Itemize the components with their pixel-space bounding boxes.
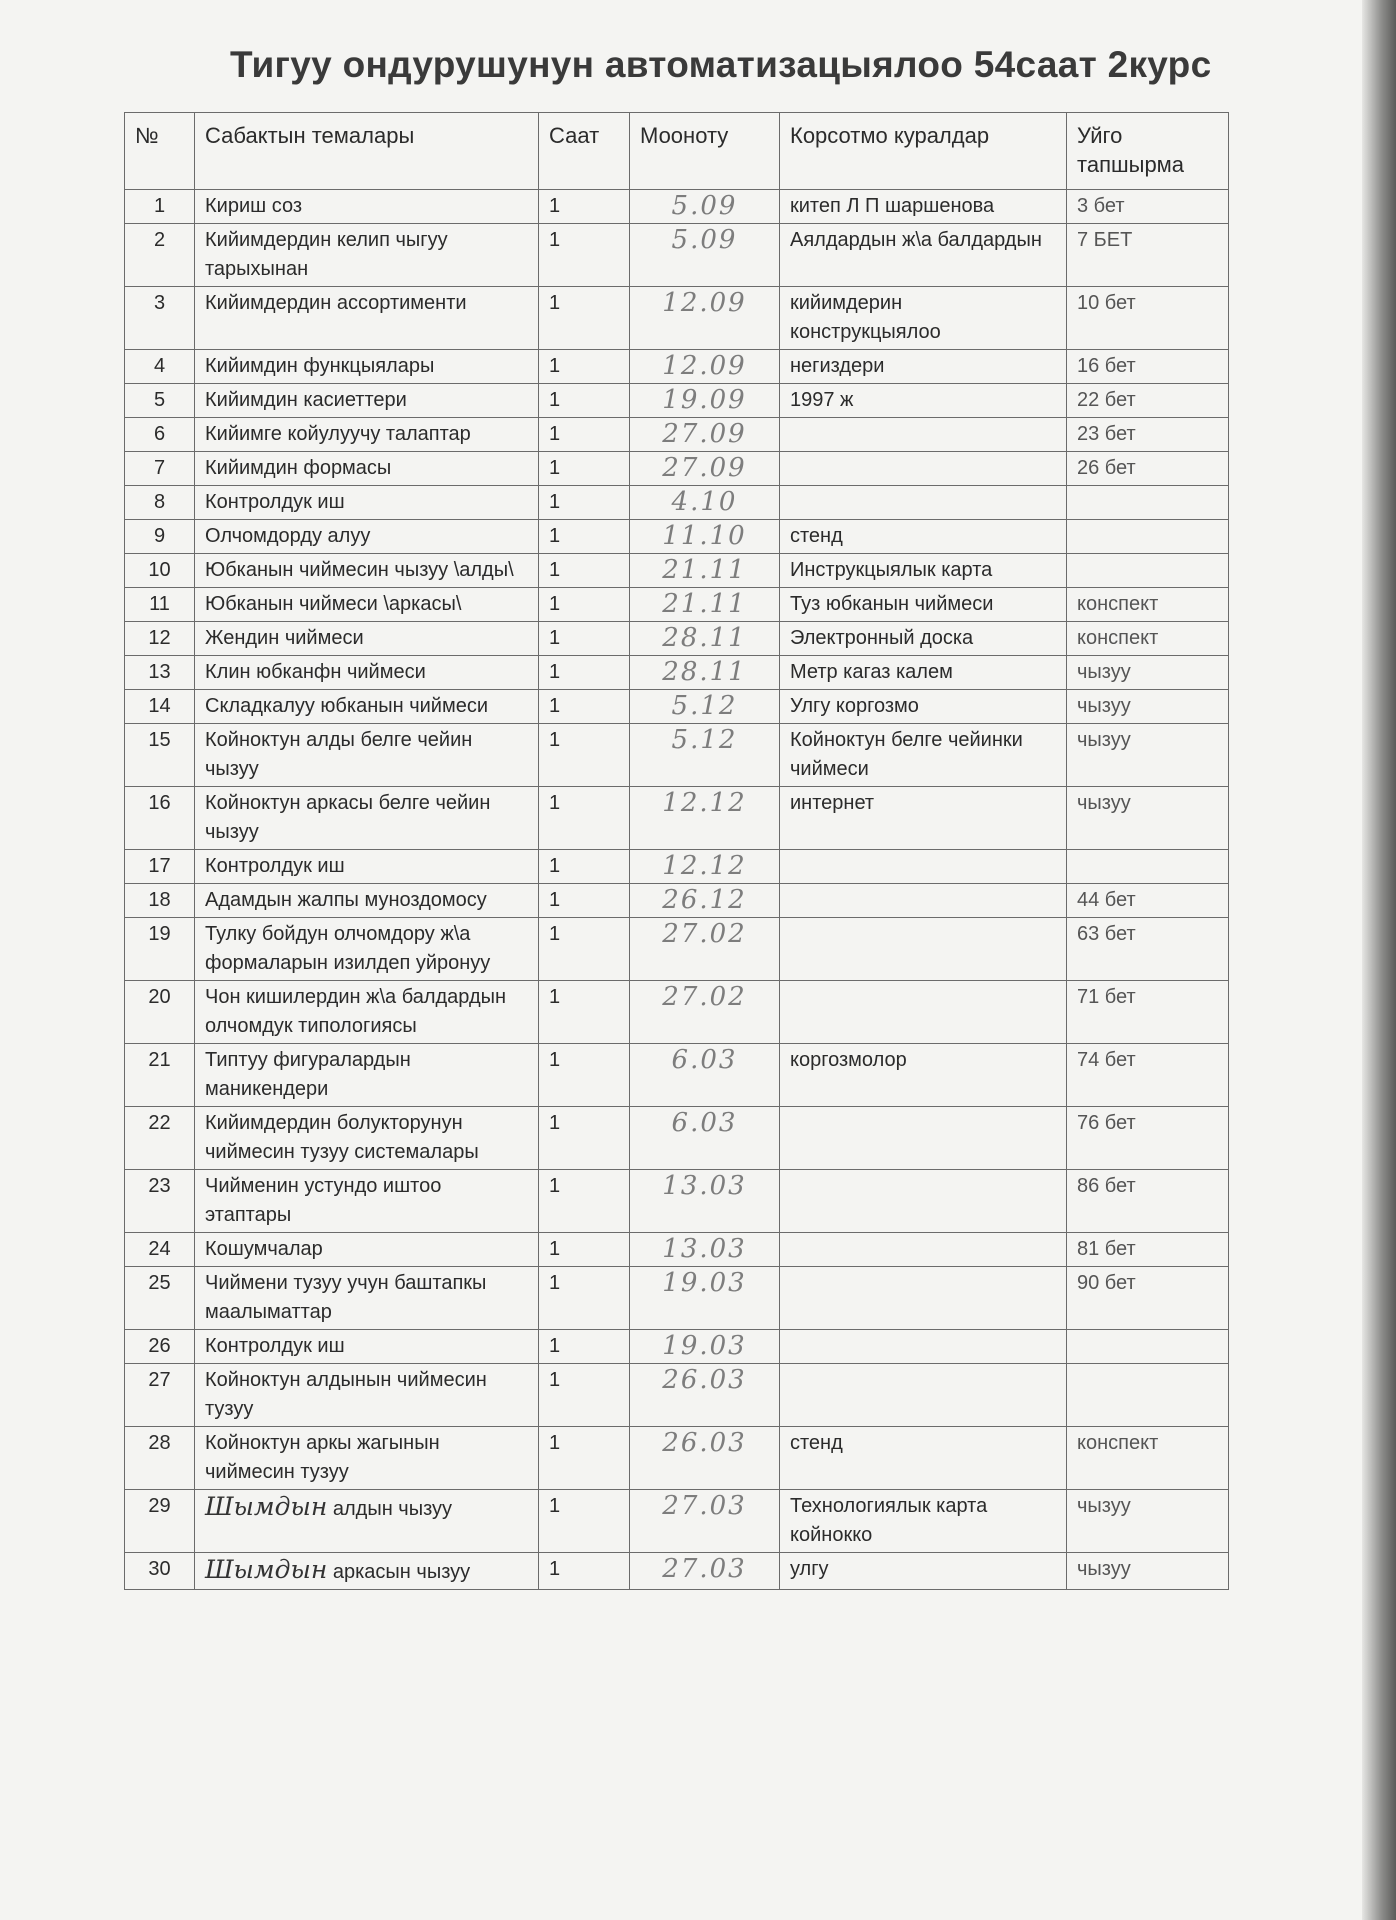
table-row: [125, 981, 1229, 1044]
row-topic: Чиймени тузуу учун баштапкы маалыматтар: [195, 1267, 539, 1330]
row-tools: кийимдерин конструкцыялоо: [780, 287, 1067, 350]
row-number: 26: [125, 1330, 195, 1364]
table-row: [125, 724, 1229, 787]
table-row: [125, 287, 1229, 350]
row-hours: 1: [539, 1170, 630, 1233]
row-hours: 1: [539, 1553, 630, 1590]
row-topic: Кийимге койулуучу талаптар: [195, 418, 539, 452]
row-date: 26.03: [630, 1427, 780, 1490]
row-topic: Адамдын жалпы муноздомосу: [195, 884, 539, 918]
row-tools: [780, 850, 1067, 884]
row-number: 14: [125, 690, 195, 724]
table-row: [125, 418, 1229, 452]
row-number: 12: [125, 622, 195, 656]
row-number: 4: [125, 350, 195, 384]
row-date: 28.11: [630, 622, 780, 656]
row-hours: 1: [539, 622, 630, 656]
row-topic: Контролдук иш: [195, 486, 539, 520]
row-number: 15: [125, 724, 195, 787]
row-topic: Складкалуу юбканын чиймеси: [195, 690, 539, 724]
row-date: 5.09: [630, 190, 780, 224]
table-row: [125, 787, 1229, 850]
row-homework: 74 бет: [1067, 1044, 1229, 1107]
row-hours: 1: [539, 1490, 630, 1553]
row-homework: 90 бет: [1067, 1267, 1229, 1330]
row-tools: [780, 1233, 1067, 1267]
row-homework: 10 бет: [1067, 287, 1229, 350]
row-date: 28.11: [630, 656, 780, 690]
row-number: 17: [125, 850, 195, 884]
row-homework: 23 бет: [1067, 418, 1229, 452]
row-homework: чызуу: [1067, 690, 1229, 724]
header-homework: Уйго тапшырма: [1067, 113, 1229, 190]
table-row: [125, 520, 1229, 554]
table-row: [125, 884, 1229, 918]
row-tools: стенд: [780, 520, 1067, 554]
row-tools: Туз юбканын чиймеси: [780, 588, 1067, 622]
row-hours: 1: [539, 190, 630, 224]
row-number: 28: [125, 1427, 195, 1490]
row-number: 13: [125, 656, 195, 690]
row-number: 27: [125, 1364, 195, 1427]
row-number: 18: [125, 884, 195, 918]
row-number: 6: [125, 418, 195, 452]
row-topic: Кийимдин касиеттери: [195, 384, 539, 418]
row-date: 19.03: [630, 1267, 780, 1330]
row-homework: конспект: [1067, 622, 1229, 656]
row-number: 7: [125, 452, 195, 486]
row-homework: чызуу: [1067, 1553, 1229, 1590]
row-number: 30: [125, 1553, 195, 1590]
row-tools: [780, 452, 1067, 486]
header-date: Мооноту: [630, 113, 780, 190]
row-number: 2: [125, 224, 195, 287]
row-topic: Юбканын чиймеси \аркасы\: [195, 588, 539, 622]
row-topic: Чон кишилердин ж\а балдардын олчомдук типологиясы: [195, 981, 539, 1044]
topic-text: аркасын чызуу: [332, 1561, 471, 1583]
row-number: 25: [125, 1267, 195, 1330]
row-topic: Кириш соз: [195, 190, 539, 224]
table-row: [125, 1267, 1229, 1330]
row-tools: коргозмолор: [780, 1044, 1067, 1107]
handwritten-word: Шымдын: [205, 1492, 328, 1521]
row-date: 27.03: [630, 1553, 780, 1590]
row-date: 5.09: [630, 224, 780, 287]
row-date: 12.09: [630, 350, 780, 384]
scan-edge-shadow: [1362, 0, 1396, 1920]
row-hours: 1: [539, 520, 630, 554]
row-number: 29: [125, 1490, 195, 1553]
row-homework: 86 бет: [1067, 1170, 1229, 1233]
header-tools: Корсотмо куралдар: [780, 113, 1067, 190]
lesson-plan-table: [124, 112, 1229, 1590]
row-homework: 76 бет: [1067, 1107, 1229, 1170]
row-tools: Метр кагаз калем: [780, 656, 1067, 690]
row-topic: Койноктун алды белге чейин чызуу: [195, 724, 539, 787]
row-homework: 16 бет: [1067, 350, 1229, 384]
row-homework: 81 бет: [1067, 1233, 1229, 1267]
row-date: 27.09: [630, 418, 780, 452]
row-number: 20: [125, 981, 195, 1044]
row-number: 3: [125, 287, 195, 350]
row-homework: [1067, 1364, 1229, 1427]
row-homework: [1067, 1330, 1229, 1364]
row-date: 5.12: [630, 724, 780, 787]
page-title: Тигуу ондурушунун автоматизацыялоо 54саат 2курс: [230, 44, 1212, 85]
row-number: 21: [125, 1044, 195, 1107]
row-tools: Электронный доска: [780, 622, 1067, 656]
row-hours: 1: [539, 884, 630, 918]
row-tools: Аялдардын ж\а балдардын: [780, 224, 1067, 287]
row-number: 5: [125, 384, 195, 418]
row-tools: Технологиялык карта койнокко: [780, 1490, 1067, 1553]
row-topic: Кийимдердин келип чыгуу тарыхынан: [195, 224, 539, 287]
row-topic: Койноктун аркы жагынын чиймесин тузуу: [195, 1427, 539, 1490]
row-homework: [1067, 520, 1229, 554]
row-homework: 63 бет: [1067, 918, 1229, 981]
row-date: 27.02: [630, 918, 780, 981]
table-header-row: [125, 113, 1229, 190]
row-hours: 1: [539, 724, 630, 787]
header-hours: Саат: [539, 113, 630, 190]
row-homework: 7 БЕТ: [1067, 224, 1229, 287]
row-tools: Койноктун белге чейинки чиймеси: [780, 724, 1067, 787]
row-hours: 1: [539, 287, 630, 350]
row-hours: 1: [539, 1330, 630, 1364]
table-row: [125, 1330, 1229, 1364]
row-hours: 1: [539, 554, 630, 588]
row-date: 27.02: [630, 981, 780, 1044]
row-tools: [780, 1107, 1067, 1170]
row-hours: 1: [539, 850, 630, 884]
row-tools: [780, 1267, 1067, 1330]
row-homework: 3 бет: [1067, 190, 1229, 224]
row-number: 9: [125, 520, 195, 554]
table-row: [125, 622, 1229, 656]
row-hours: 1: [539, 452, 630, 486]
row-homework: чызуу: [1067, 1490, 1229, 1553]
row-date: 12.09: [630, 287, 780, 350]
row-hours: 1: [539, 1107, 630, 1170]
row-hours: 1: [539, 384, 630, 418]
row-homework: чызуу: [1067, 656, 1229, 690]
row-homework: 26 бет: [1067, 452, 1229, 486]
row-date: 26.03: [630, 1364, 780, 1427]
table-row: [125, 486, 1229, 520]
row-date: 5.12: [630, 690, 780, 724]
row-hours: 1: [539, 224, 630, 287]
row-date: 4.10: [630, 486, 780, 520]
row-homework: [1067, 850, 1229, 884]
table-row: [125, 1170, 1229, 1233]
row-tools: [780, 418, 1067, 452]
row-topic: Койноктун аркасы белге чейин чызуу: [195, 787, 539, 850]
row-topic: Кийимдин функцыялары: [195, 350, 539, 384]
table-row: [125, 350, 1229, 384]
row-date: 21.11: [630, 554, 780, 588]
table-body: [125, 190, 1229, 1590]
table-row: [125, 850, 1229, 884]
row-homework: конспект: [1067, 588, 1229, 622]
row-hours: 1: [539, 1364, 630, 1427]
row-topic: Койноктун алдынын чиймесин тузуу: [195, 1364, 539, 1427]
row-date: 21.11: [630, 588, 780, 622]
row-hours: 1: [539, 350, 630, 384]
header-no: №: [125, 113, 195, 190]
row-tools: Улгу коргозмо: [780, 690, 1067, 724]
row-hours: 1: [539, 1427, 630, 1490]
header-topic: Сабактын темалары: [195, 113, 539, 190]
row-number: 19: [125, 918, 195, 981]
row-hours: 1: [539, 656, 630, 690]
row-topic: Контролдук иш: [195, 1330, 539, 1364]
table-row: [125, 1427, 1229, 1490]
row-number: 23: [125, 1170, 195, 1233]
row-tools: улгу: [780, 1553, 1067, 1590]
row-topic: Кошумчалар: [195, 1233, 539, 1267]
row-tools: [780, 1170, 1067, 1233]
row-hours: 1: [539, 690, 630, 724]
table-row: [125, 588, 1229, 622]
row-topic: Кийимдин формасы: [195, 452, 539, 486]
row-homework: 22 бет: [1067, 384, 1229, 418]
row-hours: 1: [539, 1044, 630, 1107]
row-topic: [195, 1490, 539, 1553]
row-date: 12.12: [630, 850, 780, 884]
row-date: 11.10: [630, 520, 780, 554]
row-hours: 1: [539, 1267, 630, 1330]
row-homework: чызуу: [1067, 724, 1229, 787]
row-topic: Клин юбканфн чиймеси: [195, 656, 539, 690]
table-row: [125, 1553, 1229, 1590]
row-tools: [780, 884, 1067, 918]
row-topic: Кийимдердин ассортименти: [195, 287, 539, 350]
row-hours: 1: [539, 918, 630, 981]
table-row: [125, 1233, 1229, 1267]
row-number: 1: [125, 190, 195, 224]
row-tools: [780, 918, 1067, 981]
table-row: [125, 690, 1229, 724]
row-topic: [195, 1553, 539, 1590]
row-homework: 71 бет: [1067, 981, 1229, 1044]
row-homework: чызуу: [1067, 787, 1229, 850]
row-tools: негиздери: [780, 350, 1067, 384]
topic-text: алдын чызуу: [332, 1498, 453, 1520]
row-homework: [1067, 486, 1229, 520]
row-hours: 1: [539, 981, 630, 1044]
table-row: [125, 1490, 1229, 1553]
row-topic: Олчомдорду алуу: [195, 520, 539, 554]
row-homework: конспект: [1067, 1427, 1229, 1490]
table-row: [125, 656, 1229, 690]
row-date: 27.09: [630, 452, 780, 486]
table-row: [125, 1364, 1229, 1427]
row-tools: [780, 486, 1067, 520]
row-hours: 1: [539, 1233, 630, 1267]
row-date: 6.03: [630, 1107, 780, 1170]
row-number: 8: [125, 486, 195, 520]
row-number: 24: [125, 1233, 195, 1267]
table-row: [125, 1044, 1229, 1107]
row-homework: 44 бет: [1067, 884, 1229, 918]
row-tools: интернет: [780, 787, 1067, 850]
row-number: 10: [125, 554, 195, 588]
row-topic: Чийменин устундо иштоо этаптары: [195, 1170, 539, 1233]
row-date: 19.09: [630, 384, 780, 418]
row-tools: [780, 981, 1067, 1044]
row-topic: Юбканын чиймесин чызуу \алды\: [195, 554, 539, 588]
row-date: 26.12: [630, 884, 780, 918]
row-number: 16: [125, 787, 195, 850]
row-tools: китеп Л П шаршенова: [780, 190, 1067, 224]
row-topic: Кийимдердин болукторунун чиймесин тузуу системалары: [195, 1107, 539, 1170]
handwritten-word: Шымдын: [205, 1555, 328, 1584]
row-date: 27.03: [630, 1490, 780, 1553]
table-row: [125, 1107, 1229, 1170]
row-tools: Инструкцыялык карта: [780, 554, 1067, 588]
row-topic: Типтуу фигуралардын маникендери: [195, 1044, 539, 1107]
table-row: [125, 918, 1229, 981]
row-homework: [1067, 554, 1229, 588]
row-topic: Жендин чиймеси: [195, 622, 539, 656]
row-date: 13.03: [630, 1170, 780, 1233]
table-row: [125, 190, 1229, 224]
row-tools: [780, 1330, 1067, 1364]
row-number: 11: [125, 588, 195, 622]
table-row: [125, 452, 1229, 486]
row-hours: 1: [539, 588, 630, 622]
row-date: 19.03: [630, 1330, 780, 1364]
row-date: 6.03: [630, 1044, 780, 1107]
row-number: 22: [125, 1107, 195, 1170]
row-tools: [780, 1364, 1067, 1427]
row-date: 13.03: [630, 1233, 780, 1267]
row-hours: 1: [539, 787, 630, 850]
row-hours: 1: [539, 418, 630, 452]
row-date: 12.12: [630, 787, 780, 850]
row-topic: Тулку бойдун олчомдору ж\а формаларын изилдеп уйронуу: [195, 918, 539, 981]
row-topic: Контролдук иш: [195, 850, 539, 884]
table-row: [125, 224, 1229, 287]
table-row: [125, 554, 1229, 588]
row-hours: 1: [539, 486, 630, 520]
table-row: [125, 384, 1229, 418]
row-tools: стенд: [780, 1427, 1067, 1490]
row-tools: 1997 ж: [780, 384, 1067, 418]
